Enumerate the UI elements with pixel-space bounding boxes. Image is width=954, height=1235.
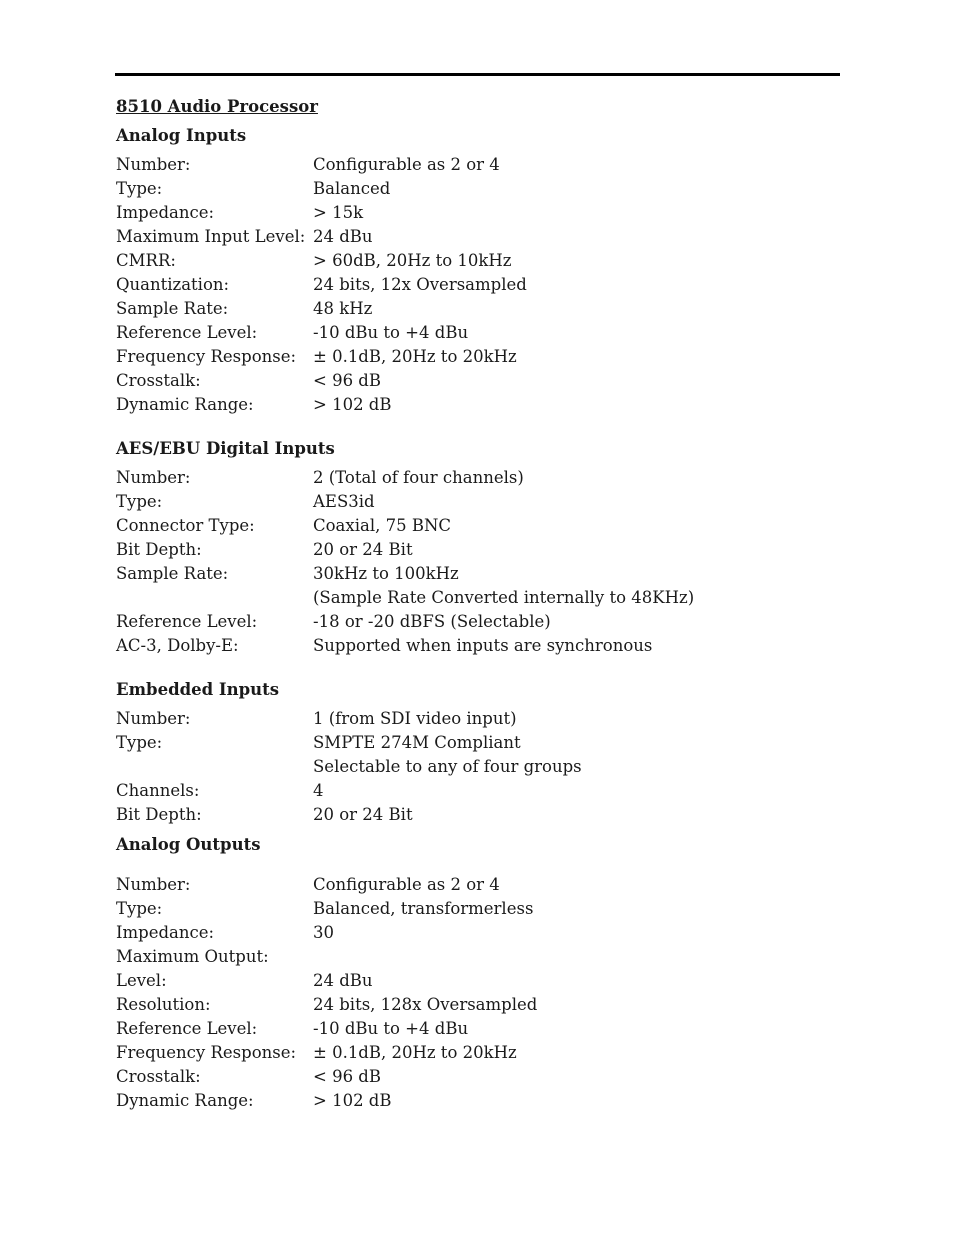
spec-row — [116, 731, 816, 755]
spec-label — [116, 755, 313, 779]
spec-value: Balanced — [313, 179, 391, 198]
section-heading-embedded-inputs: Embedded Inputs — [116, 680, 280, 699]
spec-label: Type: — [116, 179, 163, 198]
spec-label: Number: — [116, 875, 191, 894]
spec-value: 2 (Total of four channels) — [313, 468, 524, 487]
spec-label: Impedance: — [116, 923, 215, 942]
spec-value: 24 dBu — [313, 971, 373, 990]
section-heading-analog-inputs: Analog Inputs — [116, 126, 247, 145]
spec-row — [116, 393, 816, 417]
spec-value: ± 0.1dB, 20Hz to 20kHz — [313, 347, 517, 366]
spec-label: CMRR: — [116, 251, 176, 270]
spec-row — [116, 514, 816, 538]
spec-row — [116, 610, 816, 634]
spec-label: Impedance: — [116, 203, 215, 222]
spec-row — [116, 562, 816, 586]
spec-table-analog-inputs — [116, 153, 816, 417]
spec-label — [116, 586, 313, 610]
spec-label: Connector Type: — [116, 516, 255, 535]
spec-label: Level: — [116, 971, 167, 990]
spec-value: > 102 dB — [313, 1091, 392, 1110]
spec-value: 24 bits, 12x Oversampled — [313, 275, 527, 294]
spec-value: > 102 dB — [313, 395, 392, 414]
spec-label: Frequency Response: — [116, 1043, 297, 1062]
spec-row — [116, 707, 816, 731]
spec-table-analog-outputs — [116, 873, 816, 1113]
spec-value: > 15k — [313, 203, 364, 222]
spec-label: Channels: — [116, 781, 200, 800]
spec-value: -10 dBu to +4 dBu — [313, 1019, 469, 1038]
spec-row — [116, 969, 816, 993]
spec-value: Configurable as 2 or 4 — [313, 875, 500, 894]
spec-value: 1 (from SDI video input) — [313, 709, 517, 728]
spec-row — [116, 755, 816, 779]
spec-table-embedded-inputs — [116, 707, 816, 827]
spec-value: AES3id — [313, 492, 375, 511]
spec-row — [116, 1041, 816, 1065]
spec-label: Crosstalk: — [116, 1067, 201, 1086]
spec-label: Resolution: — [116, 995, 211, 1014]
spec-value: Configurable as 2 or 4 — [313, 155, 500, 174]
spec-value: ± 0.1dB, 20Hz to 20kHz — [313, 1043, 517, 1062]
spec-row — [116, 945, 816, 969]
spec-value: Balanced, transformerless — [313, 899, 534, 918]
spec-row — [116, 803, 816, 827]
section-heading-analog-outputs: Analog Outputs — [116, 835, 261, 854]
spec-label: Number: — [116, 468, 191, 487]
spec-table-aes-ebu-digital-inputs — [116, 466, 816, 658]
spec-value: Coaxial, 75 BNC — [313, 516, 452, 535]
top-rule — [115, 73, 840, 76]
spec-row — [116, 201, 816, 225]
spec-value: 4 — [313, 781, 324, 800]
spec-label: Bit Depth: — [116, 805, 202, 824]
spec-row — [116, 345, 816, 369]
spec-label: Maximum Output: — [116, 947, 269, 966]
spec-row — [116, 873, 816, 897]
spec-label: Number: — [116, 155, 191, 174]
spec-row — [116, 1017, 816, 1041]
spec-row — [116, 297, 816, 321]
spec-value: < 96 dB — [313, 371, 381, 390]
spec-value: 30kHz to 100kHz — [313, 564, 459, 583]
spec-row — [116, 369, 816, 393]
spec-label: Frequency Response: — [116, 347, 297, 366]
spec-label: Sample Rate: — [116, 299, 229, 318]
spec-label: Bit Depth: — [116, 540, 202, 559]
spec-value: 24 bits, 128x Oversampled — [313, 995, 538, 1014]
spec-label: Dynamic Range: — [116, 395, 254, 414]
spec-label: Reference Level: — [116, 323, 258, 342]
spec-row — [116, 1089, 816, 1113]
spec-value: SMPTE 274M Compliant — [313, 733, 521, 752]
spec-label: Number: — [116, 709, 191, 728]
spec-row — [116, 466, 816, 490]
spec-label: Crosstalk: — [116, 371, 201, 390]
document-title: 8510 Audio Processor — [116, 97, 318, 116]
spec-row — [116, 897, 816, 921]
spec-row — [116, 921, 816, 945]
spec-value: 48 kHz — [313, 299, 373, 318]
spec-label: Reference Level: — [116, 1019, 258, 1038]
spec-row — [116, 538, 816, 562]
spec-document — [116, 96, 816, 1113]
spec-row — [116, 779, 816, 803]
spec-value: 30 — [313, 923, 334, 942]
spec-row — [116, 177, 816, 201]
spec-value: 20 or 24 Bit — [313, 540, 413, 559]
spec-row — [116, 153, 816, 177]
spec-value: < 96 dB — [313, 1067, 381, 1086]
spec-value: -18 or -20 dBFS (Selectable) — [313, 612, 551, 631]
spec-label: Quantization: — [116, 275, 230, 294]
spec-value: > 60dB, 20Hz to 10kHz — [313, 251, 512, 270]
spec-label: Type: — [116, 733, 163, 752]
section-heading-aes-ebu-digital-inputs: AES/EBU Digital Inputs — [116, 439, 335, 458]
spec-row — [116, 273, 816, 297]
spec-label: Type: — [116, 899, 163, 918]
spec-label: AC-3, Dolby-E: — [116, 636, 239, 655]
spec-row — [116, 225, 816, 249]
spec-label: Type: — [116, 492, 163, 511]
spec-label: Sample Rate: — [116, 564, 229, 583]
spec-row — [116, 321, 816, 345]
spec-label: Reference Level: — [116, 612, 258, 631]
spec-row — [116, 993, 816, 1017]
spec-value — [313, 945, 816, 969]
spec-value: 24 dBu — [313, 227, 373, 246]
spec-row — [116, 490, 816, 514]
spec-value: Supported when inputs are synchronous — [313, 636, 653, 655]
spec-row — [116, 634, 816, 658]
spec-row — [116, 1065, 816, 1089]
spec-label: Dynamic Range: — [116, 1091, 254, 1110]
spec-label: Maximum Input Level: — [116, 227, 306, 246]
spec-row — [116, 586, 816, 610]
spec-value: -10 dBu to +4 dBu — [313, 323, 469, 342]
spec-value: 20 or 24 Bit — [313, 805, 413, 824]
spec-value: Selectable to any of four groups — [313, 757, 582, 776]
spec-value: (Sample Rate Converted internally to 48KHz) — [313, 588, 695, 607]
spec-row — [116, 249, 816, 273]
